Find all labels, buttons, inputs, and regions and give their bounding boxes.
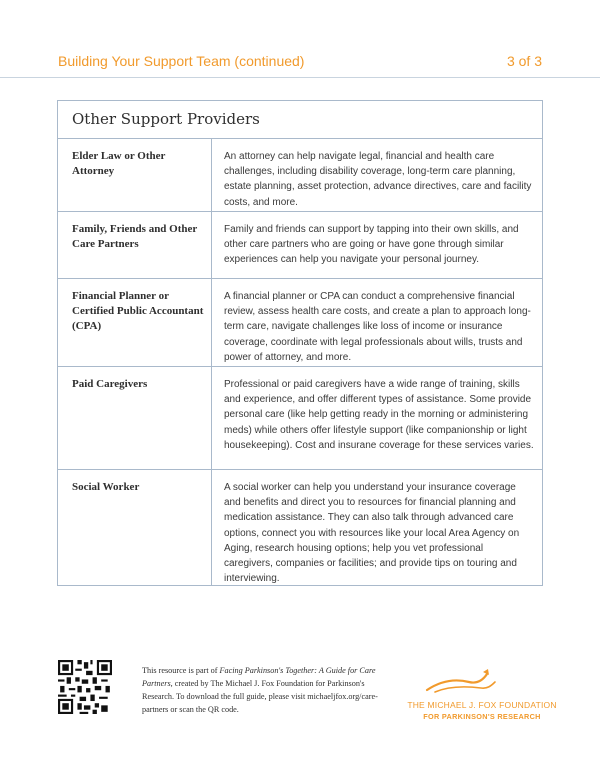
header-divider [0,77,600,78]
row-label-family: Family, Friends and Other Care Partners [72,223,198,250]
row-label-social-worker: Social Worker [72,481,140,493]
row-text-financial-planner: A financial planner or CPA can conduct a comprehensive financial review, assess health care costs, and create a plan to approach long-term care, navigate challenges like loss of income or insurance coverage, coordinate with legal professionals about wills, trusts and power of attorney, and more. [224,291,531,363]
foundation-logo-icon [425,668,497,698]
table-heading-row [58,101,542,139]
footer-suffix: , created by The Michael J. Fox Foundation for Parkinson's Research. To download the full guide, please visit michaeljfox.org/care-partners or scan the QR code. [142,679,378,714]
row-text-paid-caregivers: Professional or paid caregivers have a wide range of training, skills and experience, and offer different types of assistance. Some provide personal care (like help getting ready in the morning or administering meds) while others offer lifestyle support (like companionship or light housekeeping). Cost and insurane coverage for these services varies. [224,379,534,451]
row-text-social-worker: A social worker can help you understand your insurance coverage and benefits and direct you to resources for financial planning and medication assistance. They can also talk through advanced care options, connect you with resources like your local Area Agency on Aging, research housing options; help you vet professional caregivers, companies or facilities; and provide tips on touring and interviewing. [224,482,520,585]
row-divider [58,211,542,212]
footer-prefix: This resource is part of [142,666,220,675]
row-divider [58,469,542,470]
support-providers-table [57,100,543,586]
table-heading: Other Support Providers [72,110,260,128]
foundation-name: THE MICHAEL J. FOX FOUNDATION [407,700,557,710]
column-divider [211,138,212,585]
foundation-subtitle: FOR PARKINSON'S RESEARCH [423,712,541,721]
row-label-elder-law: Elder Law or Other Attorney [72,150,166,177]
footer-note [142,664,382,716]
row-label-paid-caregivers: Paid Caregivers [72,378,148,390]
row-text-elder-law: An attorney can help navigate legal, financial and health care challenges, including disability coverage, long-term care planning, estate planning, asset protection, advance directives, care and facility costs, and more. [224,151,532,208]
guide-title: Facing Parkinson's Together: A Guide for Care Partners [142,666,376,688]
row-divider [58,278,542,279]
row-divider [58,366,542,367]
qr-code[interactable] [58,660,112,714]
row-text-family: Family and friends can support by tapping into their own skills, and other care partners who are going or have gone through similar experiences can help you navigate your personal journey. [224,224,519,266]
page-number: 3 of 3 [506,53,542,69]
row-label-financial-planner: Financial Planner or Certified Public Accountant (CPA) [72,290,204,332]
page-header-title: Building Your Support Team (continued) [58,53,305,69]
